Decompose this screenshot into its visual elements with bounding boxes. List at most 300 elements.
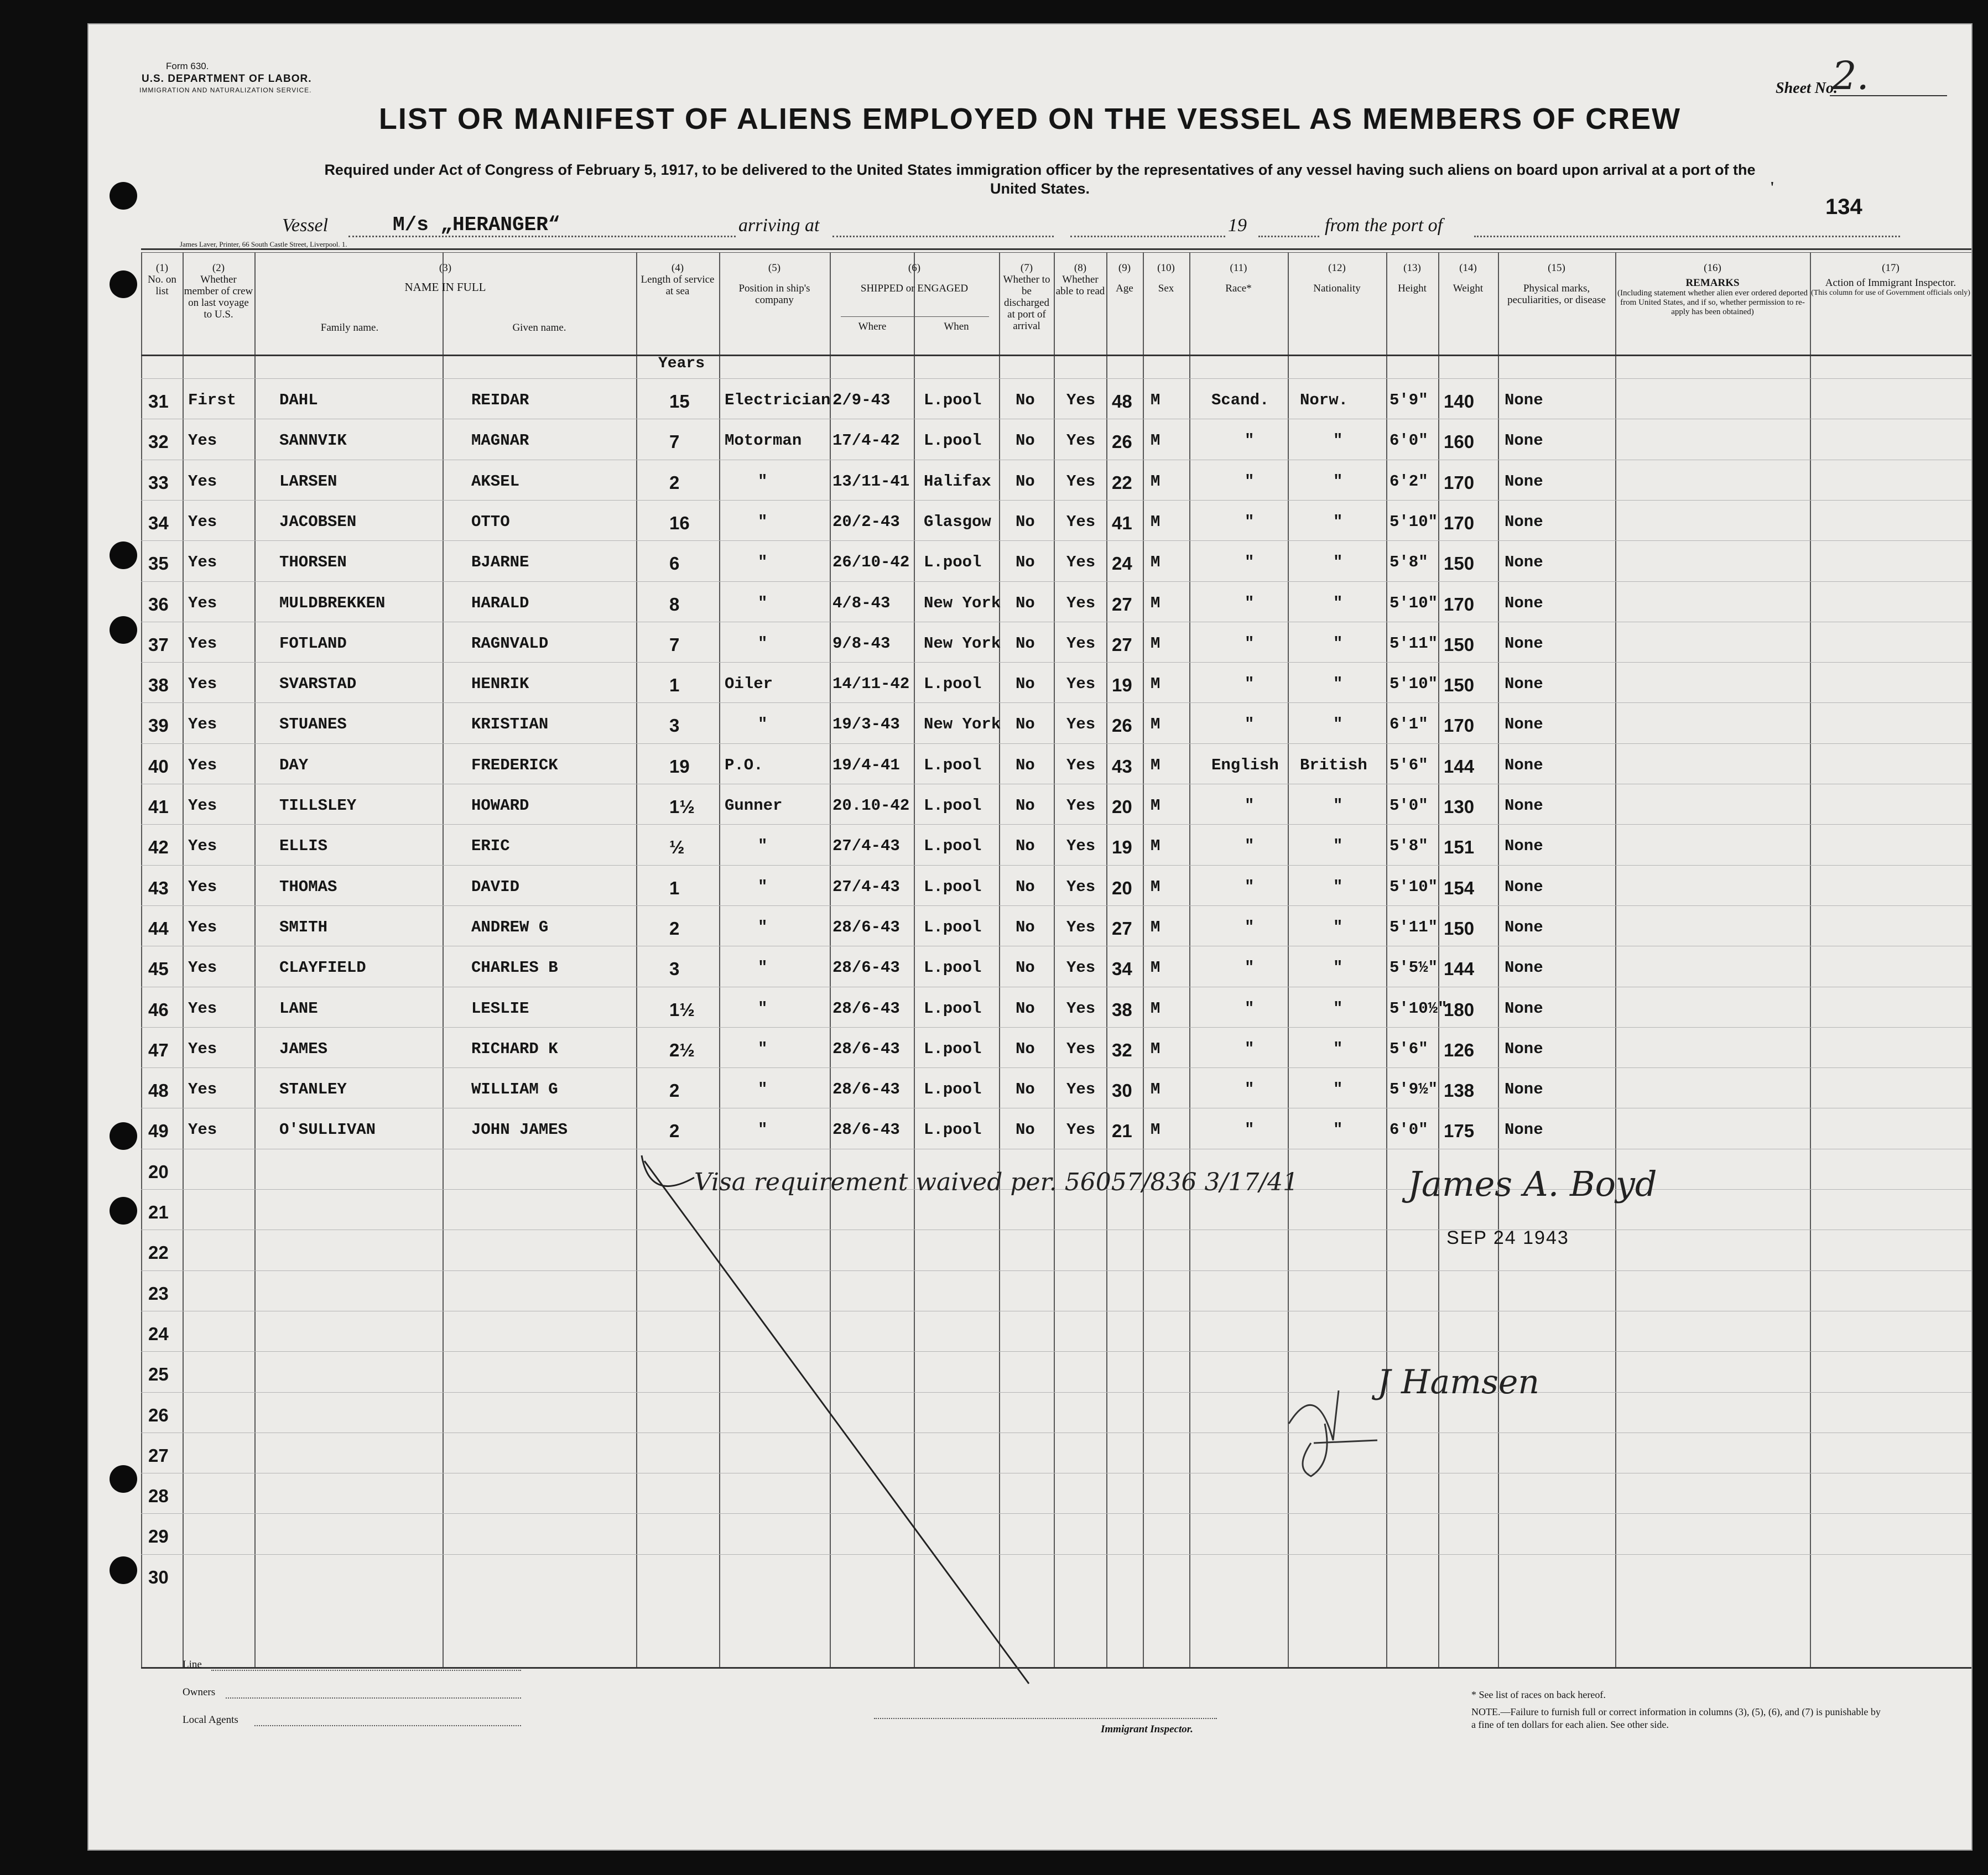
vessel-name: M/s „HERANGER“ [393,213,560,236]
physical-marks-cell: None [1505,918,1543,936]
col-header-10: (10) Sex [1157,262,1175,294]
family-name-cell: TILLSLEY [279,796,357,815]
physical-marks-cell: None [1505,877,1543,896]
discharged-cell: No [1016,472,1035,491]
last-voyage-cell: Yes [188,877,217,896]
height-cell: 5'10" [1389,675,1438,694]
col-header-15: (15) Physical marks, peculiarities, or disease [1507,262,1606,306]
sex-cell: M [1151,1080,1160,1099]
col-header-given: Given name. [512,322,566,334]
col-header-family: Family name. [320,322,379,334]
sex-cell: M [1151,431,1160,450]
nationality-cell: " [1333,877,1343,896]
position-cell: P.O. [725,756,763,774]
height-cell: 6'2" [1389,472,1428,491]
shipped-where-cell: L.pool [924,431,982,450]
nationality-cell: " [1333,431,1343,450]
given-name-cell: MAGNAR [471,431,529,450]
shipped-where-cell: Glasgow [924,512,991,531]
physical-marks-cell: None [1505,756,1543,774]
nationality-cell: " [1333,634,1343,653]
document-subtitle: Required under Act of Congress of February 5, 1917, to be delivered to the United States immigration officer by the representatives of any vessel having such aliens on board upon arrival at a port of the United States. [324,162,1756,197]
service-length-cell: 3 [669,959,680,980]
shipped-when-cell: 28/6-43 [832,959,900,977]
shipped-where-cell: L.pool [924,756,982,774]
age-cell: 27 [1112,918,1132,939]
position-cell: " [758,959,768,977]
col-header-14: (14) Weight [1453,262,1484,294]
physical-marks-cell: None [1505,431,1543,450]
family-name-cell: FOTLAND [279,634,347,653]
shipped-when-cell: 28/6-43 [832,1080,900,1099]
discharged-cell: No [1016,593,1035,612]
position-cell: " [758,472,768,491]
discharged-cell: No [1016,756,1035,774]
able-to-read-cell: Yes [1066,715,1096,734]
age-cell: 19 [1112,675,1132,696]
sex-cell: M [1151,634,1160,653]
department-name: U.S. DEPARTMENT OF LABOR. [142,73,312,85]
race-cell: " [1245,715,1255,734]
able-to-read-cell: Yes [1066,837,1096,856]
service-length-cell: 2 [669,472,680,493]
footer-line-label: Line [183,1659,202,1670]
col-header-13: (13) Height [1398,262,1427,294]
crew-no-cell: 40 [148,756,169,777]
age-cell: 30 [1112,1080,1132,1101]
shipped-where-cell: L.pool [924,837,982,856]
table-bottom-rule [141,1667,1971,1669]
height-cell: 5'10" [1389,593,1438,612]
crew-no-cell: 38 [148,675,169,696]
nationality-cell: " [1333,796,1343,815]
crew-no-cell: 42 [148,837,169,858]
nationality-cell: " [1333,472,1343,491]
weight-cell: 144 [1444,959,1475,980]
nationality-cell: " [1333,1121,1343,1139]
col-header-5: (5) Position in ship's company [738,262,810,306]
family-name-cell: LANE [279,999,318,1018]
arriving-label: arriving at [738,215,820,236]
age-cell: 43 [1112,756,1132,777]
family-name-cell: MULDBREKKEN [279,593,386,612]
service-length-cell: 6 [669,553,680,574]
nationality-cell: " [1333,1039,1343,1058]
shipped-where-cell: New York [924,634,1001,653]
last-voyage-cell: Yes [188,512,217,531]
age-cell: 26 [1112,715,1132,736]
height-cell: 6'1" [1389,715,1428,734]
shipped-where-cell: L.pool [924,877,982,896]
position-cell: Oiler [725,675,773,694]
year-label: 19 [1228,215,1247,236]
col-header-2: (2) Whether member of crew on last voyage to U.S. [184,262,253,320]
age-cell: 20 [1112,796,1132,817]
age-cell: 48 [1112,391,1132,412]
position-cell: Motorman [725,431,802,450]
height-cell: 5'10" [1389,512,1438,531]
physical-marks-cell: None [1505,796,1543,815]
family-name-cell: THORSEN [279,553,347,572]
service-length-cell: ½ [669,837,685,858]
shipped-when-cell: 27/4-43 [832,877,900,896]
discharged-cell: No [1016,837,1035,856]
family-name-cell: DAY [279,756,309,774]
printer-credit: James Laver, Printer, 66 South Castle Street, Liverpool. 1. [180,240,347,248]
discharged-cell: No [1016,391,1035,409]
shipped-where-cell: L.pool [924,959,982,977]
shipped-when-cell: 19/4-41 [832,756,900,774]
nationality-cell: " [1333,593,1343,612]
inspector-signature: James A. Boyd [1408,1164,1657,1204]
col-header-where: Where [858,321,887,332]
position-cell: " [758,593,768,612]
crew-no-cell: 39 [148,715,169,736]
weight-cell: 126 [1444,1039,1475,1060]
height-cell: 5'8" [1389,553,1428,572]
last-voyage-cell: Yes [188,431,217,450]
service-length-cell: 1½ [669,796,695,817]
col-header-when: When [944,321,969,332]
shipped-where-cell: L.pool [924,675,982,694]
weight-cell: 150 [1444,634,1475,655]
discharged-cell: No [1016,553,1035,572]
service-length-cell: 2 [669,1121,680,1142]
shipped-where-cell: L.pool [924,999,982,1018]
able-to-read-cell: Yes [1066,675,1096,694]
family-name-cell: JACOBSEN [279,512,357,531]
weight-cell: 138 [1444,1080,1475,1101]
weight-cell: 170 [1444,593,1475,614]
crew-no-cell: 47 [148,1039,169,1060]
nationality-cell: " [1333,999,1343,1018]
race-cell: " [1245,999,1255,1018]
service-length-cell: 19 [669,756,690,777]
given-name-cell: KRISTIAN [471,715,549,734]
discharged-cell: No [1016,1039,1035,1058]
race-cell: " [1245,593,1255,612]
position-cell: " [758,918,768,936]
height-cell: 5'9" [1389,391,1428,409]
race-cell: " [1245,877,1255,896]
crew-no-cell: 26 [148,1404,169,1425]
position-cell: " [758,634,768,653]
shipped-when-cell: 14/11-42 [832,675,910,694]
discharged-cell: No [1016,1121,1035,1139]
age-cell: 32 [1112,1039,1132,1060]
crew-no-cell: 33 [148,472,169,493]
nationality-cell: " [1333,1080,1343,1099]
discharged-cell: No [1016,675,1035,694]
weight-cell: 170 [1444,715,1475,736]
service-length-cell: 16 [669,512,690,533]
last-voyage-cell: Yes [188,999,217,1018]
sex-cell: M [1151,796,1160,815]
height-cell: 5'6" [1389,756,1428,774]
physical-marks-cell: None [1505,959,1543,977]
position-cell: " [758,553,768,572]
crew-no-cell: 21 [148,1202,169,1222]
given-name-cell: ERIC [471,837,510,856]
able-to-read-cell: Yes [1066,999,1096,1018]
col-header-7: (7) Whether to be discharged at port of arrival [1003,262,1050,332]
position-cell: Gunner [725,796,783,815]
given-name-cell: REIDAR [471,391,529,409]
age-cell: 22 [1112,472,1132,493]
race-cell: English [1211,756,1279,774]
col-header-17: (17) Action of Immigrant Inspector. (This column for use of Government officials only) [1811,262,1970,297]
family-name-cell: JAMES [279,1039,328,1058]
crew-no-cell: 31 [148,391,169,412]
discharged-cell: No [1016,796,1035,815]
given-name-cell: RAGNVALD [471,634,549,653]
crew-no-cell: 41 [148,796,169,817]
inspector-dotted [874,1718,1217,1719]
crew-no-cell: 43 [148,877,169,898]
shipped-when-cell: 9/8-43 [832,634,891,653]
height-cell: 6'0" [1389,1121,1428,1139]
able-to-read-cell: Yes [1066,918,1096,936]
discharged-cell: No [1016,634,1035,653]
service-length-cell: 1½ [669,999,695,1020]
col-header-1: (1) No. on list [148,262,176,297]
nationality-cell: " [1333,918,1343,936]
last-voyage-cell: Yes [188,796,217,815]
service-name: IMMIGRATION AND NATURALIZATION SERVICE. [139,86,312,94]
sex-cell: M [1151,472,1160,491]
col-header-6: (6) SHIPPED or ENGAGED [860,262,969,294]
able-to-read-cell: Yes [1066,959,1096,977]
weight-cell: 170 [1444,512,1475,533]
physical-marks-cell: None [1505,715,1543,734]
weight-cell: 175 [1444,1121,1475,1142]
position-cell: Electrician [725,391,831,409]
able-to-read-cell: Yes [1066,634,1096,653]
vessel-label: Vessel [282,215,329,236]
given-name-cell: FREDERICK [471,756,558,774]
crew-no-cell: 22 [148,1242,169,1263]
nationality-cell: " [1333,837,1343,856]
position-cell: " [758,877,768,896]
service-length-cell: 3 [669,715,680,736]
shipped-where-cell: L.pool [924,391,982,409]
owners-dotted [226,1697,521,1699]
given-name-cell: ANDREW G [471,918,549,936]
able-to-read-cell: Yes [1066,553,1096,572]
shipped-when-cell: 19/3-43 [832,715,900,734]
position-cell: " [758,1039,768,1058]
race-cell: " [1245,472,1255,491]
crew-no-cell: 28 [148,1486,169,1507]
shipped-where-cell: L.pool [924,553,982,572]
discharged-cell: No [1016,1080,1035,1099]
sex-cell: M [1151,391,1160,409]
last-voyage-cell: Yes [188,553,217,572]
sex-cell: M [1151,918,1160,936]
crew-no-cell: 32 [148,431,169,452]
crew-no-cell: 36 [148,593,169,614]
crew-no-cell: 29 [148,1526,169,1547]
height-cell: 6'0" [1389,431,1428,450]
crew-no-cell: 23 [148,1283,169,1304]
height-cell: 5'5½" [1389,959,1438,977]
physical-marks-cell: None [1505,634,1543,653]
crew-no-cell: 44 [148,918,169,939]
sex-cell: M [1151,512,1160,531]
col-header-8: (8) Whether able to read [1055,262,1105,297]
given-name-cell: JOHN JAMES [471,1121,568,1139]
sex-cell: M [1151,756,1160,774]
crew-no-cell: 37 [148,634,169,655]
crew-no-cell: 45 [148,959,169,980]
date-stamp: SEP 24 1943 [1446,1227,1569,1248]
last-voyage-cell: Yes [188,959,217,977]
given-name-cell: HOWARD [471,796,529,815]
physical-marks-cell: None [1505,593,1543,612]
given-name-cell: HENRIK [471,675,529,694]
crew-no-cell: 27 [148,1445,169,1466]
last-voyage-cell: Yes [188,634,217,653]
line-dotted [211,1670,521,1671]
age-cell: 26 [1112,431,1132,452]
sex-cell: M [1151,675,1160,694]
last-voyage-cell: Yes [188,837,217,856]
physical-marks-cell: None [1505,391,1543,409]
race-cell: " [1245,512,1255,531]
able-to-read-cell: Yes [1066,431,1096,450]
physical-marks-cell: None [1505,675,1543,694]
shipped-when-cell: 28/6-43 [832,999,900,1018]
last-voyage-cell: Yes [188,472,217,491]
family-name-cell: SVARSTAD [279,675,357,694]
age-cell: 27 [1112,593,1132,614]
given-name-cell: HARALD [471,593,529,612]
service-length-cell: 2 [669,918,680,939]
race-cell: " [1245,1121,1255,1139]
crew-no-cell: 20 [148,1161,169,1182]
nationality-cell: British [1300,756,1367,774]
height-cell: 5'10½" [1389,999,1448,1018]
crew-no-cell: 49 [148,1121,169,1142]
able-to-read-cell: Yes [1066,1080,1096,1099]
physical-marks-cell: None [1505,1039,1543,1058]
shipped-when-cell: 13/11-41 [832,472,910,491]
family-name-cell: DAHL [279,391,318,409]
nationality-cell: " [1333,675,1343,694]
shipped-when-cell: 4/8-43 [832,593,891,612]
crew-no-cell: 46 [148,999,169,1020]
height-cell: 5'8" [1389,837,1428,856]
family-name-cell: SMITH [279,918,328,936]
position-cell: " [758,837,768,856]
weight-cell: 150 [1444,553,1475,574]
document-title: LIST OR MANIFEST OF ALIENS EMPLOYED ON THE VESSEL AS MEMBERS OF CREW [378,102,1682,136]
height-cell: 5'9½" [1389,1080,1438,1099]
height-cell: 5'10" [1389,877,1438,896]
able-to-read-cell: Yes [1066,391,1096,409]
last-voyage-cell: Yes [188,675,217,694]
able-to-read-cell: Yes [1066,756,1096,774]
age-cell: 38 [1112,999,1132,1020]
weight-cell: 160 [1444,431,1475,452]
age-cell: 20 [1112,877,1132,898]
shipped-when-cell: 28/6-43 [832,918,900,936]
race-cell: " [1245,959,1255,977]
family-name-cell: LARSEN [279,472,337,491]
family-name-cell: O'SULLIVAN [279,1121,376,1139]
able-to-read-cell: Yes [1066,512,1096,531]
from-port-label: from the port of [1325,215,1443,236]
nationality-cell: Norw. [1300,391,1349,409]
position-cell: " [758,1121,768,1139]
race-cell: " [1245,675,1255,694]
shipped-where-cell: New York [924,715,1001,734]
shipped-when-cell: 20.10-42 [832,796,910,815]
weight-cell: 170 [1444,472,1475,493]
years-label: Years [658,355,705,372]
shipped-when-cell: 27/4-43 [832,837,900,856]
sex-cell: M [1151,959,1160,977]
age-cell: 27 [1112,634,1132,655]
able-to-read-cell: Yes [1066,1121,1096,1139]
weight-cell: 140 [1444,391,1475,412]
physical-marks-cell: None [1505,1121,1543,1139]
discharged-cell: No [1016,877,1035,896]
sex-cell: M [1151,553,1160,572]
last-voyage-cell: Yes [188,918,217,936]
weight-cell: 180 [1444,999,1475,1020]
service-length-cell: 7 [669,634,680,655]
master-signature: J Hamsen [1377,1363,1540,1402]
discharged-cell: No [1016,431,1035,450]
col-header-16: (16) REMARKS (Including statement whether alien ever ordered deported from United States, and if so, whether permission to re-apply has been obtained) [1617,262,1808,316]
last-voyage-cell: First [188,391,237,409]
sex-cell: M [1151,1121,1160,1139]
nationality-cell: " [1333,512,1343,531]
age-cell: 19 [1112,837,1132,858]
family-name-cell: THOMAS [279,877,337,896]
given-name-cell: DAVID [471,877,520,896]
crew-no-cell: 35 [148,553,169,574]
race-cell: " [1245,796,1255,815]
physical-marks-cell: None [1505,472,1543,491]
family-name-cell: STANLEY [279,1080,347,1099]
service-length-cell: 15 [669,391,690,412]
weight-cell: 154 [1444,877,1475,898]
position-cell: " [758,715,768,734]
agents-dotted [254,1725,521,1726]
discharged-cell: No [1016,512,1035,531]
given-name-cell: BJARNE [471,553,529,572]
crew-no-cell: 24 [148,1323,169,1344]
shipped-where-cell: New York [924,593,1001,612]
footer-agents-label: Local Agents [183,1714,238,1726]
race-cell: Scand. [1211,391,1269,409]
col-header-9: (9) Age [1116,262,1133,294]
family-name-cell: ELLIS [279,837,328,856]
physical-marks-cell: None [1505,512,1543,531]
discharged-cell: No [1016,715,1035,734]
shipped-where-cell: L.pool [924,1080,982,1099]
race-cell: " [1245,634,1255,653]
position-cell: " [758,512,768,531]
sex-cell: M [1151,877,1160,896]
race-cell: " [1245,1080,1255,1099]
nationality-cell: " [1333,553,1343,572]
service-length-cell: 1 [669,877,680,898]
sex-cell: M [1151,999,1160,1018]
margin-mark: ' [1770,179,1774,196]
